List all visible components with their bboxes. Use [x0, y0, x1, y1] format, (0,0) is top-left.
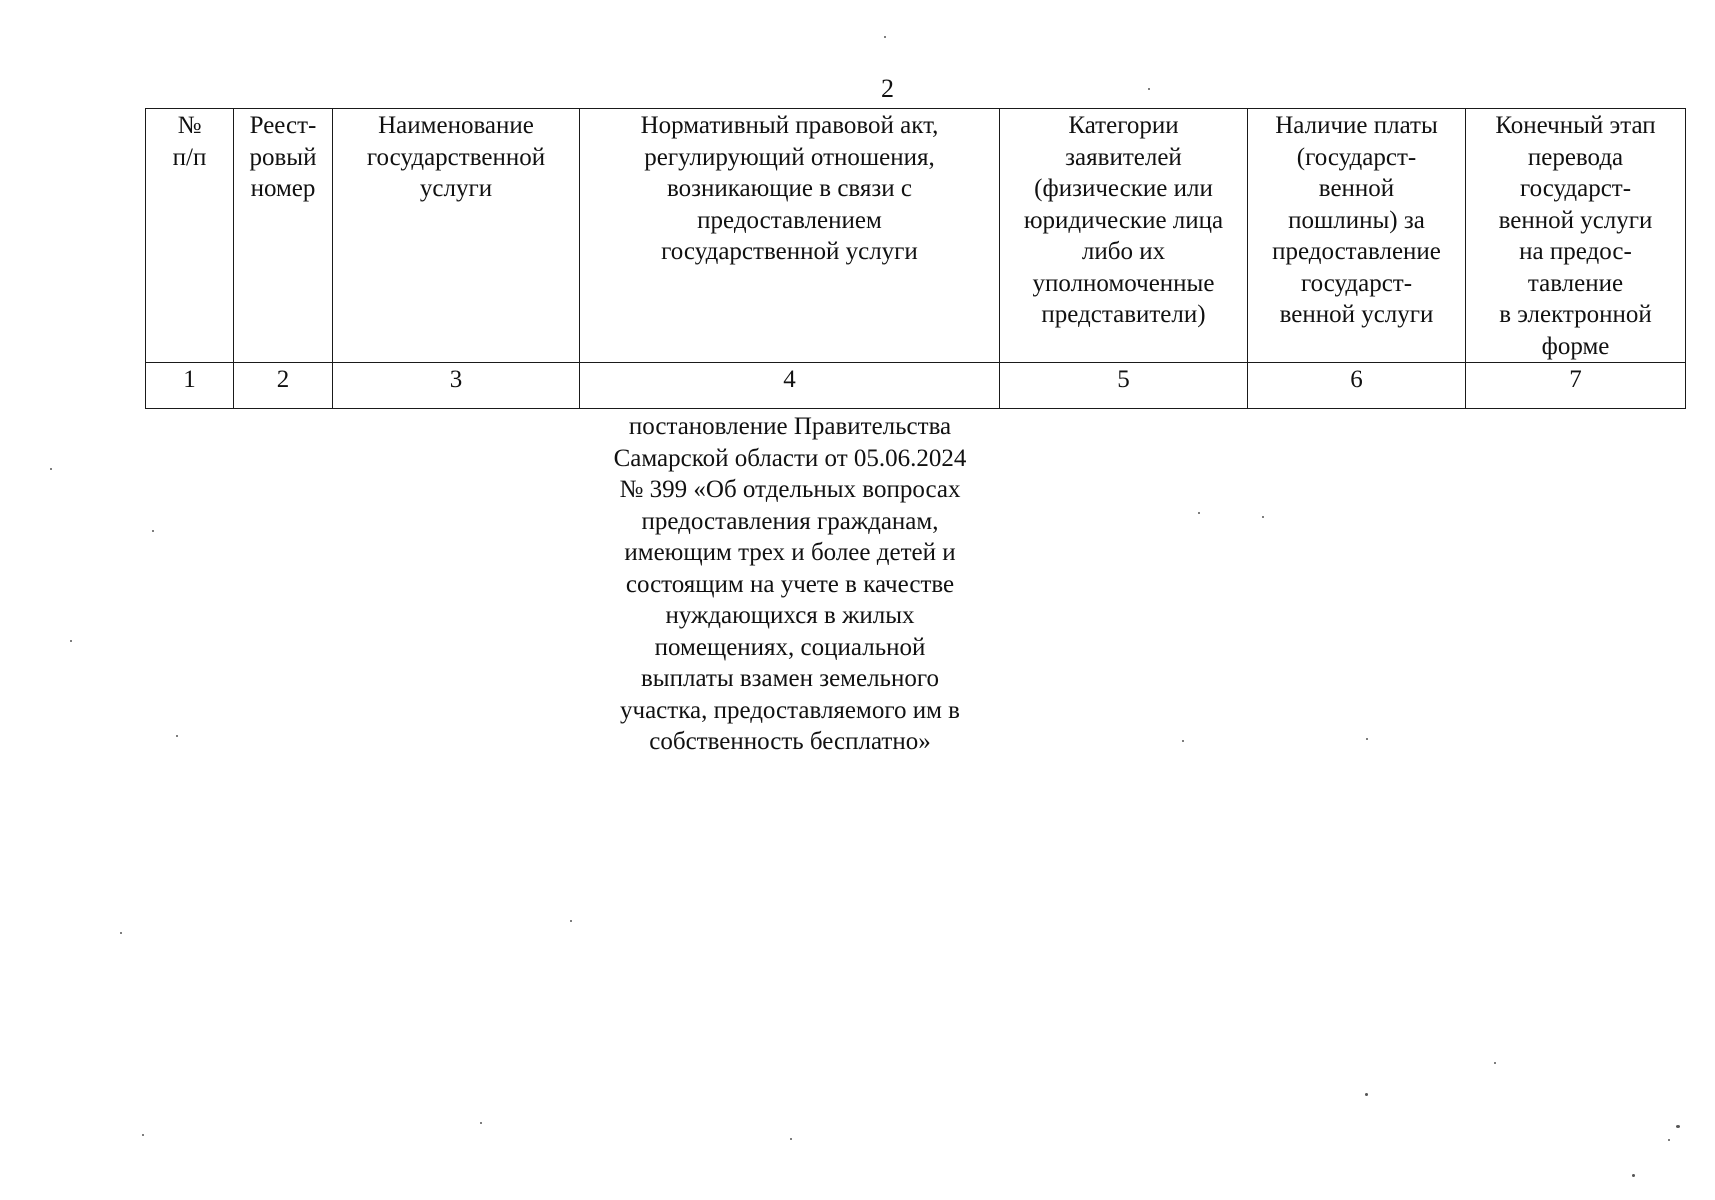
scan-speck: [120, 932, 122, 934]
services-table: [145, 108, 1686, 409]
column-number: 1: [146, 363, 234, 409]
column-number: 3: [333, 363, 580, 409]
scan-speck: [142, 1134, 144, 1136]
scan-speck: [480, 1122, 482, 1124]
page-number: 2: [881, 74, 894, 103]
column-number: 4: [580, 363, 1000, 409]
column-number: 5: [1000, 363, 1248, 409]
header-row: [146, 109, 1686, 363]
scan-speck: [1148, 88, 1150, 90]
scan-speck: [884, 36, 886, 38]
column-number: 2: [234, 363, 333, 409]
scan-speck: [1668, 1139, 1670, 1141]
scan-speck: [1676, 1125, 1680, 1128]
scan-speck: [1365, 1093, 1368, 1096]
scan-speck: [176, 735, 178, 737]
scan-speck: [1182, 740, 1184, 742]
scan-speck: [570, 920, 572, 922]
scan-speck: [1366, 738, 1368, 740]
header-final-stage: Конечный этап перевода государст- венной услуги на предос- тавление в электронной форме: [1466, 109, 1686, 363]
scan-speck: [1632, 1174, 1635, 1177]
scan-speck: [790, 1138, 792, 1140]
header-registry-number: Реест- ровый номер: [234, 109, 333, 363]
header-service-name: Наименование государственной услуги: [333, 109, 580, 363]
scan-speck: [152, 530, 154, 532]
scan-speck: [1198, 512, 1200, 514]
header-fee: Наличие платы (государст- венной пошлины) за предоставление государст- венной услуги: [1248, 109, 1466, 363]
header-applicant-categories: Категории заявителей (физические или юридические лица либо их уполномоченные представители): [1000, 109, 1248, 363]
legal-act-continuation: постановление Правительства Самарской области от 05.06.2024 № 399 «Об отдельных вопросах предоставления гражданам, имеющим трех и более детей и состоящим на учете в качестве нуждающихся в жилых помещениях, социальной выплаты взамен земельного участка, предоставляемого им в собственность бесплатно»: [613, 413, 967, 755]
column-number-row: [146, 363, 1686, 409]
scan-speck: [1494, 1062, 1496, 1064]
header-legal-act: Нормативный правовой акт, регулирующий отношения, возникающие в связи с предоставлением государственной услуги: [580, 109, 1000, 363]
scan-speck: [1262, 516, 1264, 518]
header-number: № п/п: [146, 109, 234, 363]
scan-speck: [50, 468, 52, 470]
column-number: 7: [1466, 363, 1686, 409]
column-number: 6: [1248, 363, 1466, 409]
scan-speck: [70, 640, 72, 642]
